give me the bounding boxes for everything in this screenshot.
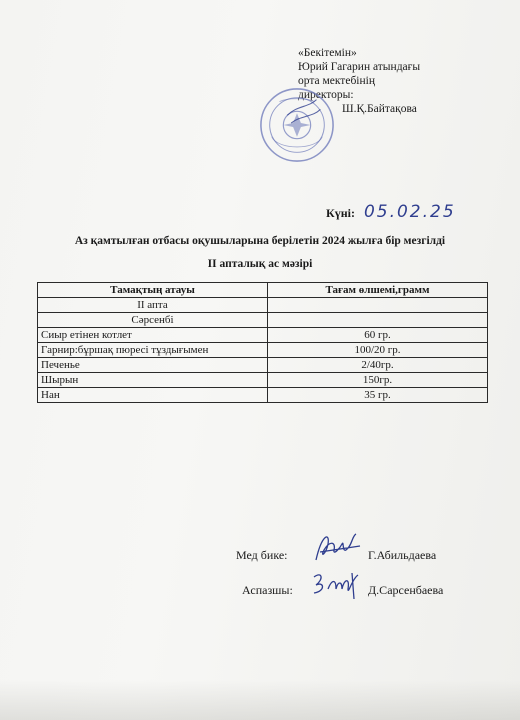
table-row: [38, 388, 488, 403]
nurse-signature-icon: [312, 530, 364, 566]
empty-cell: [268, 298, 488, 313]
round-stamp-icon: [258, 86, 336, 164]
dish-name: Нан: [38, 388, 268, 403]
table-row: [38, 343, 488, 358]
nurse-signature-row: [236, 548, 437, 563]
cook-signature-icon: [308, 569, 364, 601]
empty-cell: [268, 313, 488, 328]
cook-label: Аспазшы:: [242, 583, 293, 597]
column-header-portion: Тағам өлшемі,грамм: [268, 283, 488, 298]
day-label: Сәрсенбі: [38, 313, 268, 328]
approval-position: директоры:: [298, 89, 354, 101]
date-row: [326, 202, 456, 222]
day-row: [38, 313, 488, 328]
table-row: [38, 373, 488, 388]
date-value: 05.02.25: [363, 202, 456, 222]
document-title: Аз қамтылған отбасы оқушыларына берілетін 2024 жылға бір мезгілді: [74, 235, 446, 247]
column-header-dish: Тамақтың атауы: [38, 283, 268, 298]
dish-name: Гарнир:бұршақ пюресі тұздығымен: [38, 343, 268, 358]
cook-signature-row: [242, 583, 444, 598]
cook-name: Д.Сарсенбаева: [368, 583, 444, 597]
approval-school-line: Юрий Гагарин атындағы: [298, 61, 421, 73]
document-subtitle: II апталық ас мәзірі: [207, 258, 313, 270]
approval-signer: Ш.Қ.Байтақова: [342, 103, 417, 115]
table-row: [38, 358, 488, 373]
week-row: [38, 298, 488, 313]
table-row: [38, 328, 488, 343]
approval-school-line-2: орта мектебінің: [298, 75, 375, 87]
dish-portion: 60 гр.: [268, 328, 488, 343]
dish-portion: 100/20 гр.: [268, 343, 488, 358]
dish-name: Печенье: [38, 358, 268, 373]
dish-name: Шырын: [38, 373, 268, 388]
nurse-label: Мед бике:: [236, 548, 288, 562]
dish-portion: 150гр.: [268, 373, 488, 388]
table-header-row: [38, 283, 488, 298]
nurse-name: Г.Абильдаева: [368, 548, 437, 562]
week-label: II апта: [38, 298, 268, 313]
menu-table: [37, 282, 488, 403]
approval-heading: «Бекітемін»: [298, 47, 357, 59]
dish-name: Сиыр етінен котлет: [38, 328, 268, 343]
dish-portion: 35 гр.: [268, 388, 488, 403]
date-label: Күні:: [326, 206, 355, 220]
dish-portion: 2/40гр.: [268, 358, 488, 373]
